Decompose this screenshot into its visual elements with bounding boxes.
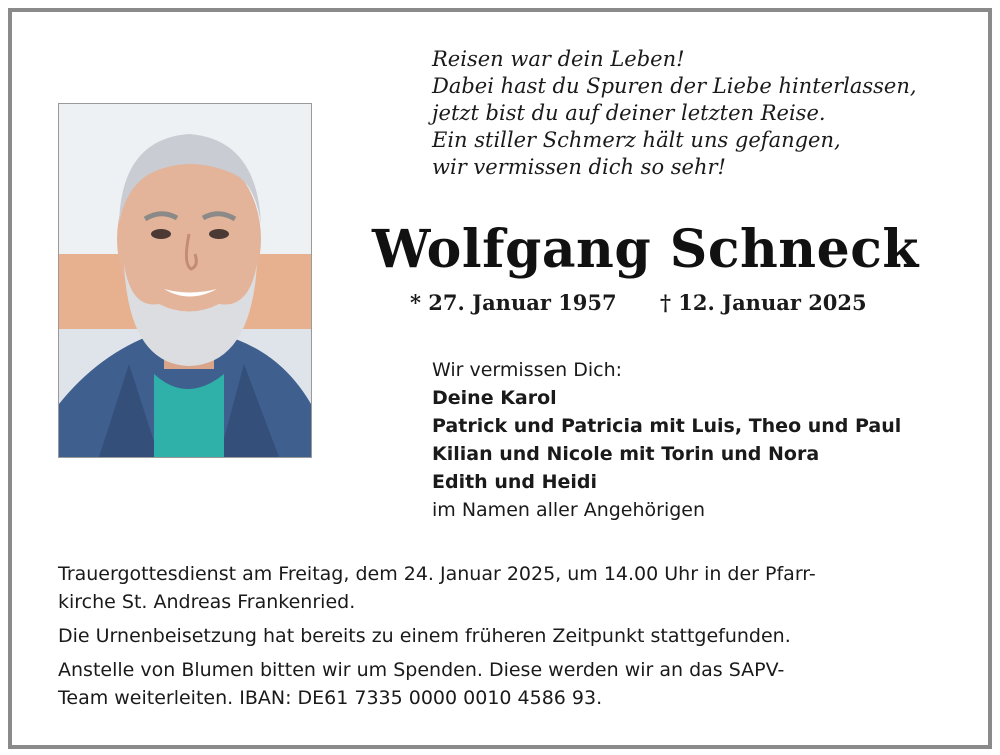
donation-paragraph (58, 656, 943, 712)
portrait-illustration (59, 104, 311, 457)
poem-line: Dabei hast du Spuren der Liebe hinterlassen, (432, 74, 917, 98)
poem-line: jetzt bist du auf deiner letzten Reise. (432, 101, 826, 125)
birth-date: * 27. Januar 1957 (410, 290, 617, 315)
service-line: Trauergottesdienst am Freitag, dem 24. Januar 2025, um 14.00 Uhr in der Pfarr- (58, 563, 816, 585)
family-member: Deine Karol (432, 387, 557, 409)
urn-paragraph: Die Urnenbeisetzung hat bereits zu einem früheren Zeitpunkt stattgefunden. (58, 625, 791, 647)
service-info (58, 560, 943, 718)
poem-line: wir vermissen dich so sehr! (432, 155, 726, 179)
service-paragraph (58, 560, 943, 616)
poem-line: Ein stiller Schmerz hält uns gefangen, (432, 128, 841, 152)
portrait-photo (58, 103, 312, 458)
deceased-name: Wolfgang Schneck (372, 219, 919, 280)
family-member: Edith und Heidi (432, 471, 597, 493)
poem-line: Reisen war dein Leben! (432, 47, 685, 71)
donation-line: Anstelle von Blumen bitten wir um Spenden. Diese werden wir an das SAPV- (58, 659, 785, 681)
poem (432, 46, 972, 181)
death-date: † 12. Januar 2025 (660, 290, 867, 315)
donation-line: Team weiterleiten. IBAN: DE61 7335 0000 0010 4586 93. (58, 687, 603, 709)
family-closing: im Namen aller Angehörigen (432, 499, 706, 521)
family-member: Kilian und Nicole mit Torin und Nora (432, 443, 820, 465)
service-line: kirche St. Andreas Frankenried. (58, 591, 356, 613)
family-list (432, 356, 977, 524)
family-member: Patrick und Patricia mit Luis, Theo und Paul (432, 415, 902, 437)
family-intro: Wir vermissen Dich: (432, 359, 623, 381)
